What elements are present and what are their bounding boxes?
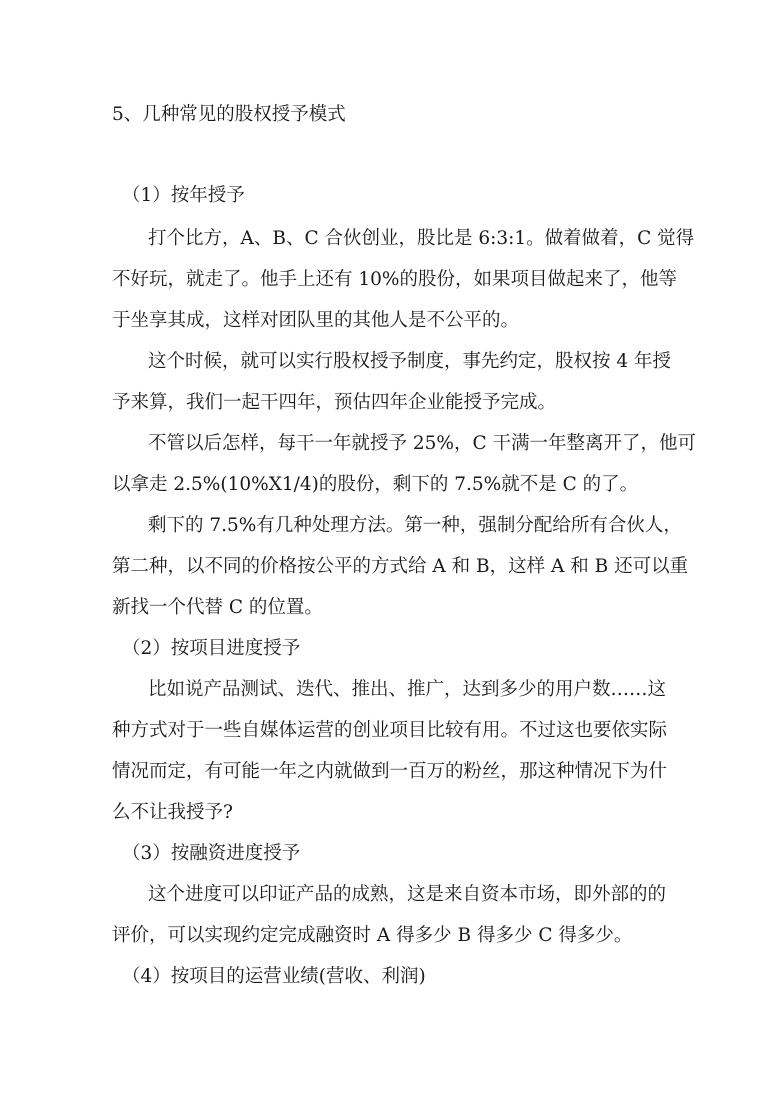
paragraph-line: 种方式对于一些自媒体运营的创业项目比较有用。不过这也要依实际 [112,720,668,741]
paragraph-line: 不好玩，就走了。他手上还有 10%的股份，如果项目做起来了，他等 [112,269,678,290]
section-1-heading: （1）按年授予 [122,185,245,206]
paragraph-line: 于坐享其成，这样对团队里的其他人是不公平的。 [112,310,520,331]
paragraph-line: 比如说产品测试、迭代、推出、推广，达到多少的用户数……这 [148,679,667,700]
section-3-heading: （3）按融资进度授予 [122,843,301,864]
paragraph-line: 么不让我授予? [112,802,233,823]
section-2-heading: （2）按项目进度授予 [122,638,301,659]
document-title: 5、几种常见的股权授予模式 [112,104,346,125]
paragraph-line: 这个进度可以印证产品的成熟，这是来自资本市场，即外部的的 [148,884,667,905]
paragraph-line: 情况而定，有可能一年之内就做到一百万的粉丝，那这种情况下为什 [112,761,668,782]
section-4-heading: （4）按项目的运营业绩(营收、利润) [122,966,426,987]
paragraph-line: 剩下的 7.5%有几种处理方法。第一种，强制分配给所有合伙人， [148,515,682,536]
paragraph-line: 以拿走 2.5%(10%X1/4)的股份，剩下的 7.5%就不是 C 的了。 [112,474,639,495]
paragraph-line: 不管以后怎样，每干一年就授予 25%，C 干满一年整离开了，他可 [148,433,697,454]
paragraph-line: 这个时候，就可以实行股权授予制度，事先约定，股权按 4 年授 [148,351,672,372]
paragraph-line: 评价，可以实现约定完成融资时 A 得多少 B 得多少 C 得多少。 [112,925,633,946]
paragraph-line: 打个比方，A、B、C 合伙创业，股比是 6:3:1。做着做着，C 觉得 [148,228,695,249]
paragraph-line: 第二种，以不同的价格按公平的方式给 A 和 B，这样 A 和 B 还可以重 [112,556,689,577]
paragraph-line: 予来算，我们一起干四年，预估四年企业能授予完成。 [112,392,557,413]
paragraph-line: 新找一个代替 C 的位置。 [112,597,323,618]
